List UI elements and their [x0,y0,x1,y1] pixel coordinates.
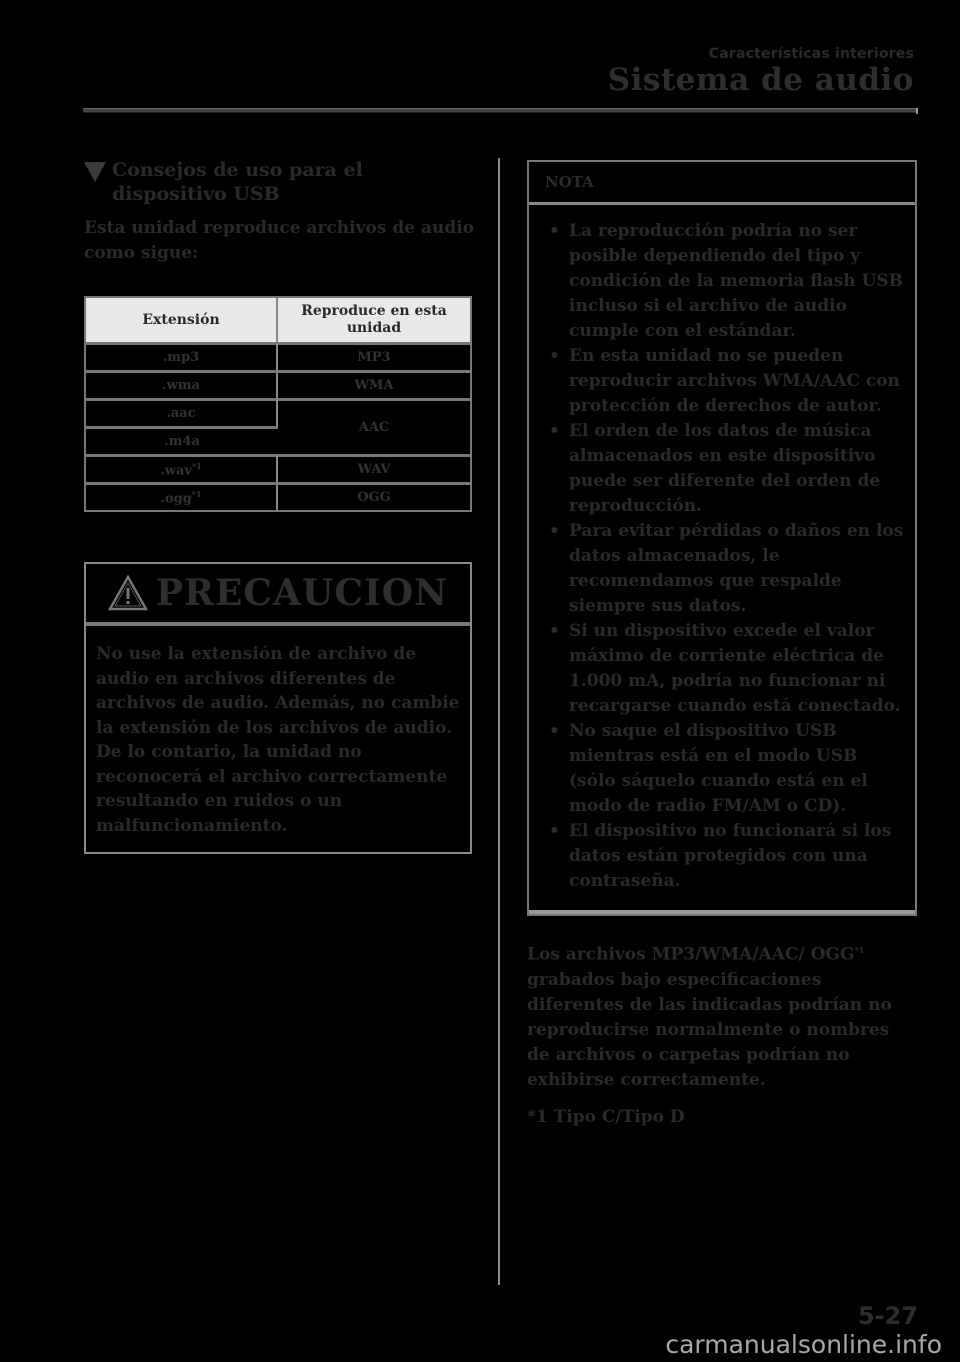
format-cell: MP3 [278,342,470,370]
table-header-format: Reproduce en esta unidad [278,298,470,342]
note-item [545,719,907,819]
ext-cell: .mp3 [86,342,278,370]
note-item-text: Para evitar pérdidas o daños en los datos almacenados, le recomendamos que respalde siempre sus datos. [569,521,904,616]
page-number: 5-27 [857,1302,918,1330]
note-title: NOTA [529,162,915,205]
note-bottom-rule [529,910,915,914]
right-column [527,160,917,1130]
para-text: Los archivos MP3/WMA/AAC/ OGG [527,944,855,965]
table-row [86,342,470,370]
note-list [529,205,915,910]
note-item-text: Si un dispositivo excede el valor máximo de corriente eléctrica de 1.000 mA, podría no funcionar ni recargarse cuando está conectado. [569,621,901,716]
note-item [545,219,907,344]
section-heading-text: Consejos de uso para el dispositivo USB [112,159,363,205]
bullet-icon: • [549,621,560,641]
ext-cell [86,482,278,510]
table-row [86,398,470,426]
note-box [527,160,917,916]
header-section-label: Características interiores [708,46,914,62]
warning-triangle-icon [108,575,148,611]
column-divider [498,158,500,1285]
footnote-ref: *1 [191,488,202,499]
ext-cell: .wma [86,370,278,398]
header-rule [83,108,916,113]
ext-cell: .aac [86,398,278,426]
bullet-icon: • [549,821,560,841]
format-cell: OGG [278,482,470,510]
note-item [545,619,907,719]
note-item-text: En esta unidad no se pueden reproducir archivos WMA/AAC con protección de derechos de autor. [569,346,900,416]
footnote-ref: *1 [191,460,202,471]
note-item [545,419,907,519]
para-text: grabados bajo especificaciones diferentes de las indicadas podrían no reproducirse normalmente o nombres de archivos o carpetas podrían no exhibirse correctamente. [527,969,892,1090]
note-item-text: El dispositivo no funcionará si los datos están protegidos con una contraseña. [569,821,892,891]
bullet-icon: • [549,221,560,241]
intro-paragraph: Esta unidad reproduce archivos de audio como sigue: [84,218,475,263]
caution-title: PRECAUCION [155,572,449,614]
caution-text: No use la extensión de archivo de audio en archivos diferentes de archivos de audio. Además, no cambie la extensión de los archivos de audio. De lo contario, la unidad no reconocerá el archivo correctamente resultando en ruidos o un malfuncionamiento. [96,644,460,836]
ext-cell [86,454,278,482]
bullet-icon: • [549,346,560,366]
bullet-icon: • [549,521,560,541]
ext-text: .wav [160,463,192,479]
note-item-text: El orden de los datos de música almacenados en este dispositivo puede ser diferente del orden de reproducción. [569,421,881,516]
table-header-extension: Extensión [86,298,278,342]
format-cell: WMA [278,370,470,398]
caution-box [84,562,472,854]
caution-header [86,564,470,626]
note-item [545,344,907,419]
table-row [86,454,470,482]
watermark: carmanualsonline.info [665,1330,942,1359]
left-column [84,158,474,854]
note-item [545,519,907,619]
format-cell: AAC [278,398,470,454]
compatibility-paragraph [527,938,917,1093]
triangle-marker-icon [84,162,106,182]
format-cell: WAV [278,454,470,482]
bullet-icon: • [549,721,560,741]
page-title: Sistema de audio [607,62,914,98]
note-item-text: No saque el dispositivo USB mientras está en el modo USB (sólo sáquelo cuando está en el modo de radio FM/AM o CD). [569,721,868,816]
section-heading [84,158,474,206]
note-item-text: La reproducción podría no ser posible dependiendo del tipo y condición de la memoria flash USB incluso si el archivo de audio cumple con el estándar. [569,221,904,341]
ext-text: .ogg [160,491,192,507]
extension-table [84,296,472,512]
table-row [86,370,470,398]
footnote-ref: *1 [854,945,865,955]
ext-cell: .m4a [86,426,278,454]
bullet-icon: • [549,421,560,441]
footnote: *1 Tipo C/Tipo D [527,1106,685,1127]
note-item [545,819,907,894]
table-row [86,482,470,510]
